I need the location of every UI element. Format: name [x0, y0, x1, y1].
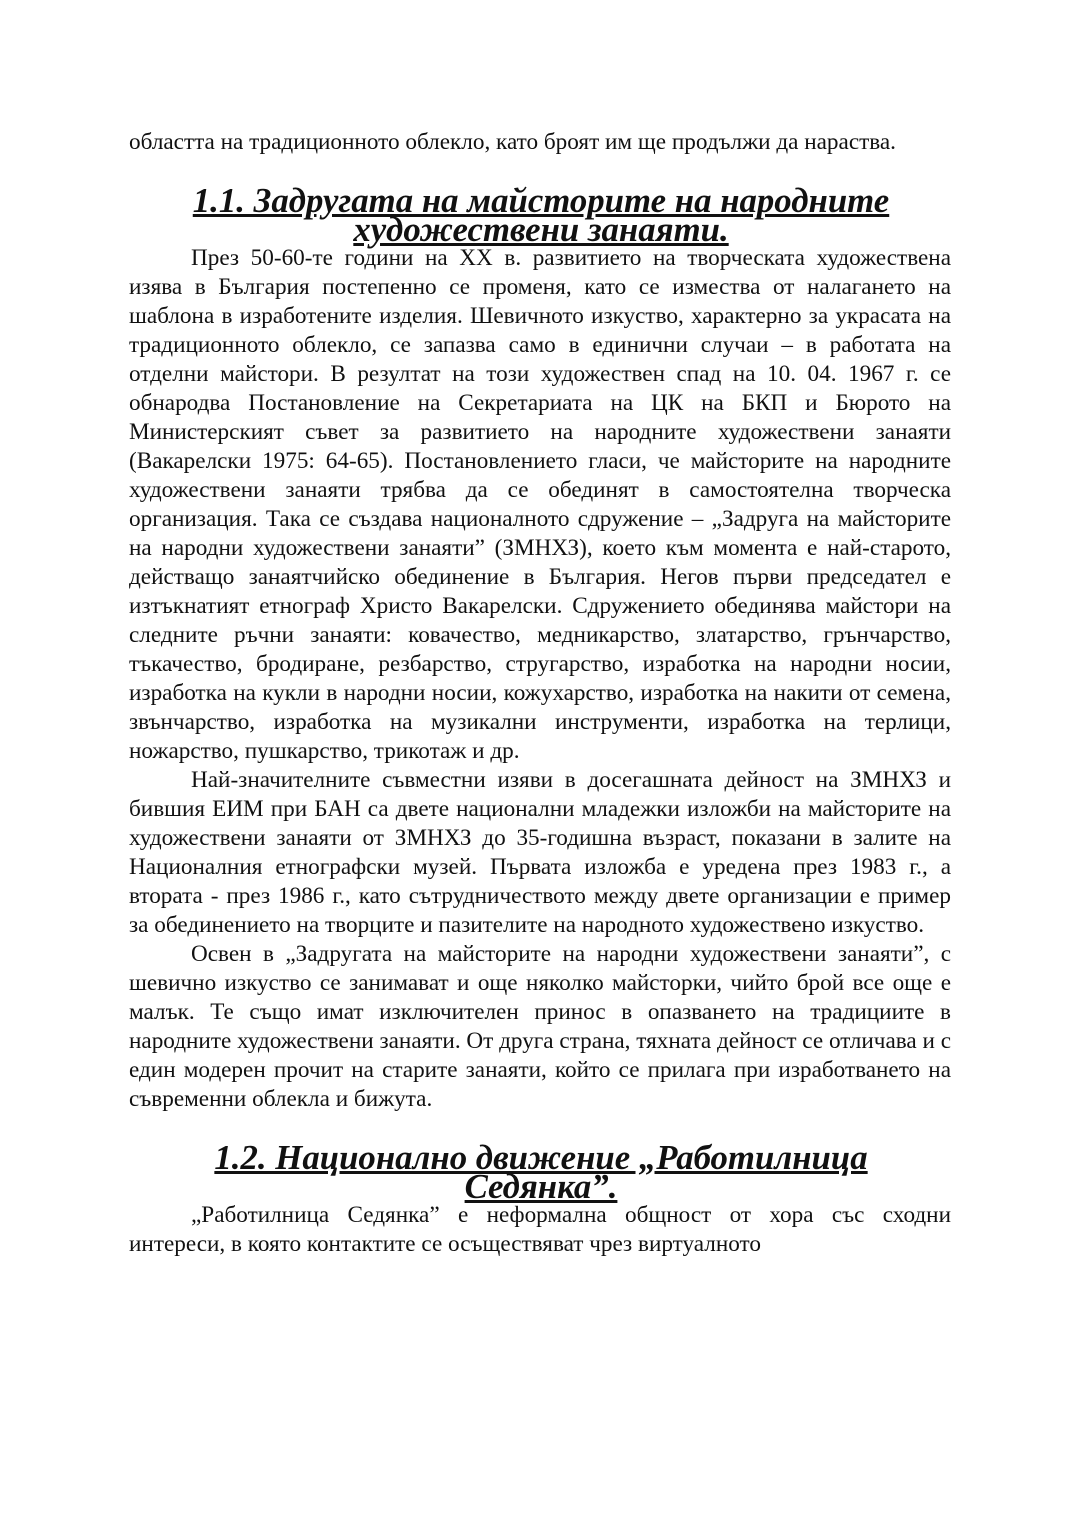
section-heading-1-2: 1.2. Национално движение „Работилница Седянка”. [214, 1138, 868, 1206]
section-heading-1-1: 1.1. Задругата на майсторите на народните художествени занаяти. [192, 181, 890, 249]
document-page [129, 128, 951, 1259]
section-1-1-paragraph-2: Най-значителните съвместни изяви в досегашната дейност на ЗМНХЗ и бившия ЕИМ при БАН са двете национални младежки изложби на майсторите на художествени занаяти от ЗМНХЗ до 35-годишна възраст, показани в залите на Националния етнографски музей. Първата изложба е уредена през 1983 г., а втората - през 1986 г., като сътрудничеството между двете организации е пример за обединението на творците и пазителите на народното художествено изкуство. [129, 767, 951, 938]
section-1-2-paragraph-1: „Работилница Седянка” е неформална общност от хора със сходни интереси, в която контактите се осъществяват чрез виртуалното [129, 1202, 951, 1257]
section-1-1-paragraph-3: Освен в „Задругата на майсторите на народни художествени занаяти”, с шевично изкуство се занимават и още няколко майсторки, чийто брой все още е малък. Те също имат изключителен принос в опазването на традициите в народните художествени занаяти. От друга страна, тяхната дейност се отличава и с един модерен прочит на старите занаяти, който се прилага при изработването на съвременни облекла и бижута. [129, 941, 951, 1112]
intro-paragraph: областта на традиционното облекло, като броят им ще продължи да нараства. [129, 129, 896, 155]
section-1-1-paragraph-1: През 50-60-те години на XX в. развитието на творческата художествена изява в България постепенно се променя, като се измества от налагането на шаблона в изработените изделия. Шевичното изкуство, характерно за украсата на традиционното облекло, се запазва само в единични случаи – в работата на отделни майстори. В резултат на този художествен спад на 10. 04. 1967 г. се обнародва Постановление на Секретариата на ЦК на БКП и Бюрото на Министерският съвет за развитието на народните художествени занаяти (Вакарелски 1975: 64-65). Постановлението гласи, че майсторите на народните художествени занаяти трябва да се обединят в самостоятелна творческа организация. Така се създава националното сдружение – „Задруга на майсторите на народни художествени занаяти” (ЗМНХЗ), което към момента е най-старото, действащо занаятчийско обединение в България. Негов първи председател е изтъкнатият етнограф Христо Вакарелски. Сдружението обединява майстори на следните ръчни занаяти: ковачество, медникарство, златарство, грънчарство, тъкачество, бродиране, резбарство, стругарство, изработка на народни носии, изработка на кукли в народни носии, кожухарство, изработка на накити от семена, звънчарство, изработка на музикални инструменти, изработка на терлици, ножарство, пушкарство, трикотаж и др. [129, 245, 951, 764]
